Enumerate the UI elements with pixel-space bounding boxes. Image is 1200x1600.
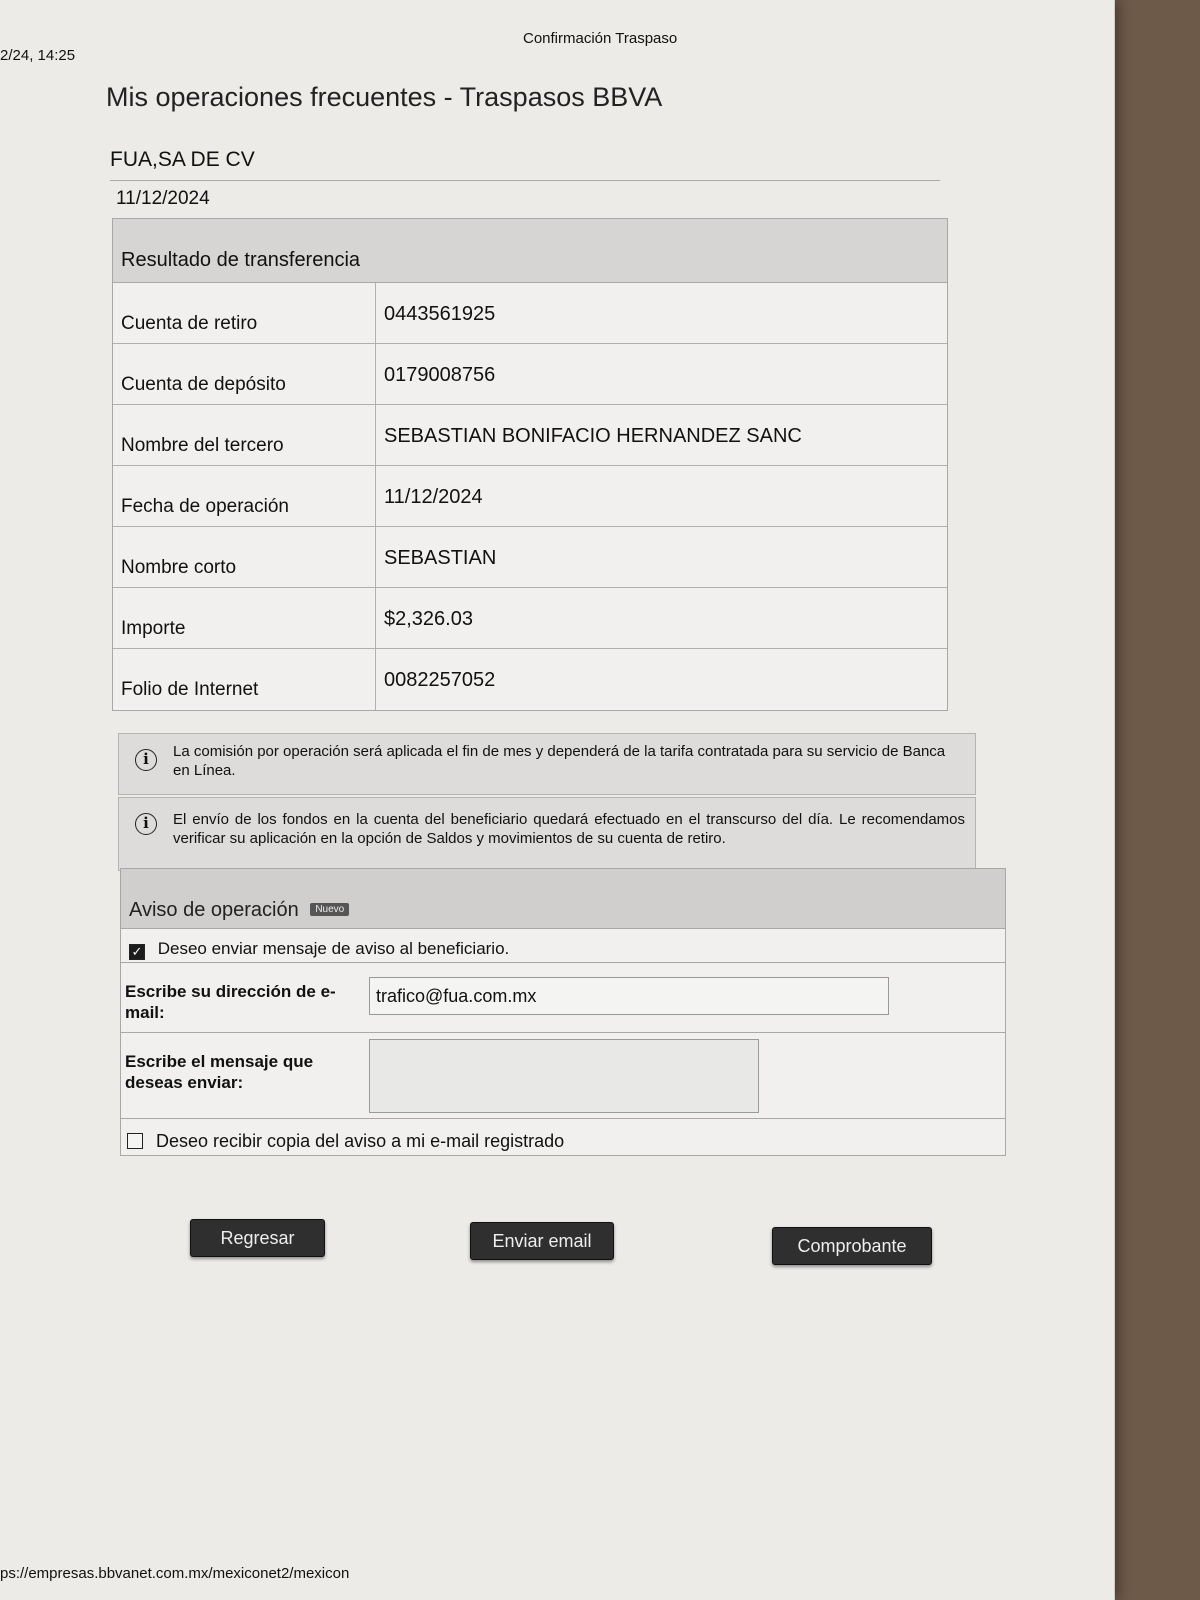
email-field-row [121,963,1005,1033]
row-value-amount: $2,326.03 [384,608,473,630]
row-value-withdrawal-account: 0443561925 [384,303,496,325]
row-label-third-party-name: Nombre del tercero [113,405,376,465]
table-row [113,649,947,710]
operation-notice-title: Aviso de operación [129,899,299,921]
row-label-withdrawal-account: Cuenta de retiro [113,283,376,343]
row-label-deposit-account: Cuenta de depósito [113,344,376,404]
row-value-deposit-account: 0179008756 [384,364,496,386]
funds-notice [118,797,976,871]
table-row [113,527,947,588]
message-field-row [121,1033,1005,1119]
commission-notice [118,733,976,795]
company-name: FUA,SA DE CV [110,148,940,181]
back-button[interactable]: Regresar [190,1219,325,1257]
row-label-amount: Importe [113,588,376,648]
table-row [113,344,947,405]
info-icon: i [135,813,157,835]
notice-text: El envío de los fondos en la cuenta del beneficiario quedará efectuado en el transcurso del día. Le recomendamos verificar su aplicación en la opción de Saldos y movimientos de su cuenta de retiro. [173,811,965,847]
copy-notice-option[interactable] [121,1119,1005,1155]
row-label-operation-date: Fecha de operación [113,466,376,526]
table-row [113,405,947,466]
message-textarea[interactable] [369,1039,759,1113]
message-field-label: Escribe el mensaje que deseas enviar: [125,1052,314,1092]
send-notice-checkbox[interactable]: ✓ [129,944,145,960]
new-badge: Nuevo [310,903,349,916]
row-value-third-party-name: SEBASTIAN BONIFACIO HERNANDEZ SANC [384,425,802,447]
email-field[interactable] [369,977,889,1015]
transfer-result-table [112,218,948,711]
row-label-internet-folio: Folio de Internet [113,649,376,710]
info-icon: i [135,749,157,771]
operation-notice-panel [120,868,1006,1156]
copy-notice-checkbox[interactable] [127,1133,143,1149]
notice-text: La comisión por operación será aplicada el fin de mes y dependerá de la tarifa contratada para su servicio de Banca en Línea. [173,743,946,779]
table-row [113,283,947,344]
send-notice-label: Deseo enviar mensaje de aviso al beneficiario. [157,939,510,958]
operation-notice-header [121,869,1005,929]
row-value-internet-folio: 0082257052 [384,669,496,691]
copy-notice-label: Deseo recibir copia del aviso a mi e-mail registrado [156,1131,565,1151]
operation-date: 11/12/2024 [116,188,210,209]
print-header-title: Confirmación Traspaso [523,30,678,47]
send-email-button[interactable]: Enviar email [470,1222,614,1260]
table-row [113,466,947,527]
print-footer-url: ps://empresas.bbvanet.com.mx/mexiconet2/mexicon [0,1565,350,1582]
page-title: Mis operaciones frecuentes - Traspasos BBVA [106,82,663,112]
send-notice-option[interactable] [121,929,1005,963]
row-value-short-name: SEBASTIAN [384,547,497,569]
row-value-operation-date: 11/12/2024 [384,486,483,508]
table-row [113,588,947,649]
row-label-short-name: Nombre corto [113,527,376,587]
receipt-button[interactable]: Comprobante [772,1227,932,1265]
email-field-label: Escribe su dirección de e-mail: [125,982,336,1022]
print-timestamp: 2/24, 14:25 [0,47,76,64]
transfer-result-header: Resultado de transferencia [113,219,947,283]
